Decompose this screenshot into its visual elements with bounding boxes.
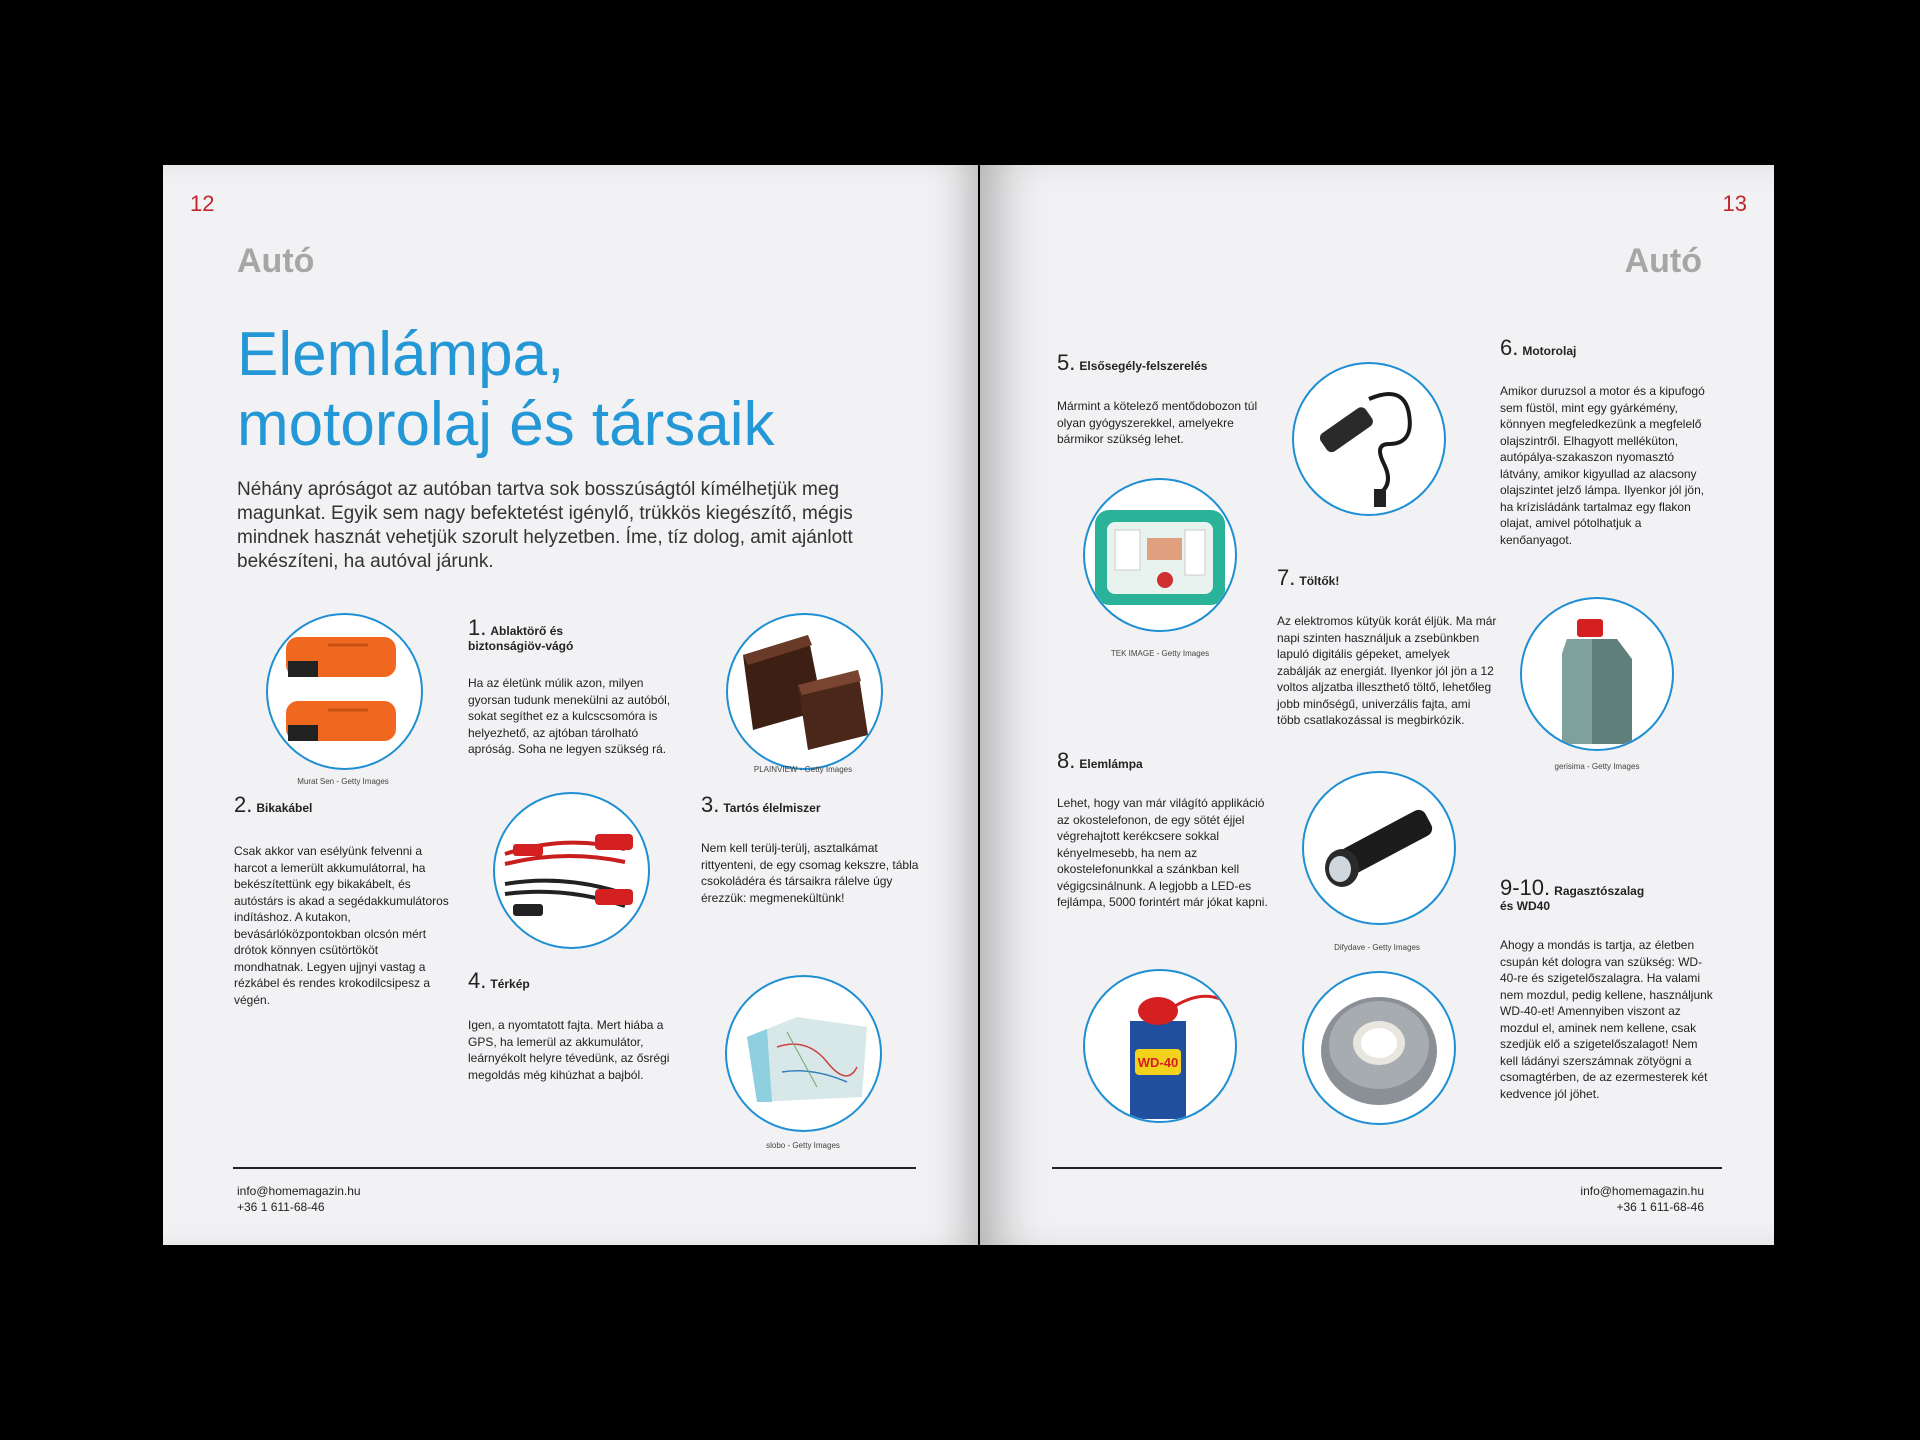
wd40-can-image (1083, 969, 1237, 1123)
image-credit-8: Difydave - Getty Images (1334, 943, 1420, 952)
footer-phone: +36 1 611-68-46 (237, 1200, 325, 1214)
first-aid-kit-image (1083, 478, 1237, 632)
item-8-title-text: Elemlámpa (1079, 757, 1143, 771)
item-3-number: 3. (701, 792, 720, 817)
footer-phone: +36 1 611-68-46 (1616, 1200, 1704, 1214)
page-number: 13 (1722, 191, 1747, 216)
item-7-title (1277, 565, 1340, 590)
item-8-number: 8. (1057, 748, 1076, 773)
item-7-text: Az elektromos kütyük korát éljük. Ma már napi szinten használjuk a zsebünkben lapuló digitális gépeket, amelyek zabálják az energiát. Ilyenkor jól jön a 12 voltos aljzatba illeszthető töltő, lehetőleg jobb minőségű, univerzális fajta, ami több csatlakozással is megbirkózik. (1277, 614, 1497, 727)
image-credit-1: Murat Sen - Getty Images (297, 777, 389, 786)
item-2-text: Csak akkor van esélyünk felvenni a harcot a lemerült akkumulátorral, ha bekészítettünk egy bikakábelt, és autóstárs is akad a segédakkumulátoros indításhoz. A kutakon, bevásárlóközpontokban olcsón mért drótok könnyen csütörtököt mondhatnak. Legyen ujjnyi vastag a rézkábel és rendes krokodilcsipesz a végén. (234, 844, 449, 1007)
item-1-title (468, 615, 574, 654)
item-3-title (701, 792, 821, 817)
item-9-10-title-line1: Ragasztószalag (1554, 884, 1645, 898)
flashlight-image (1302, 771, 1456, 925)
item-4-number: 4. (468, 968, 487, 993)
item-2-title-text: Bikakábel (256, 801, 313, 815)
item-4-title-text: Térkép (490, 977, 530, 991)
item-9-10-number: 9-10. (1500, 875, 1551, 900)
motor-oil-image (1520, 597, 1674, 751)
page-number: 12 (190, 191, 215, 216)
jumper-cable-image (493, 792, 650, 949)
image-credit-3: PLAINVIEW - Getty Images (753, 765, 853, 774)
item-9-10-title (1500, 875, 1645, 914)
item-9-10-title-line2: és WD40 (1500, 899, 1551, 913)
item-9-10-text: Ahogy a mondás is tartja, az életben csupán két dologra van szükség: WD-40-re és szigetelőszalagra. Ha valami nem mozdul, pedig kellene, használjunk WD-40-et! Amennyiben viszont az mozdul el, aminek nem kellene, csak szedjük elő a szigetelőszalagot! Nem kell ládányi szerszámnak zötyögni a csomagtérben, de az ezermesterek két kedvence jól jöhet. (1500, 938, 1713, 1101)
item-7-title-text: Töltők! (1299, 574, 1340, 588)
item-5-title (1057, 350, 1208, 375)
footer-email: info@homemagazin.hu (237, 1184, 361, 1198)
map-image (725, 975, 882, 1132)
chocolate-image (726, 613, 883, 770)
item-5-number: 5. (1057, 350, 1076, 375)
intro-paragraph: Néhány apróságot az autóban tartva sok bosszúságtól kímélhetjük meg magunkat. Egyik sem nagy befektetést igénylő, trükkös kiegészítő, mégis mindnek hasznát vehetjük szorult helyzetben. Íme, tíz dolog, amit ajánlott bekészíteni, ha autóval járunk. (237, 479, 853, 572)
item-6-title (1500, 335, 1577, 360)
item-1-number: 1. (468, 615, 487, 640)
item-1-title-line1: Ablaktörő és (490, 624, 564, 638)
item-8-title (1057, 748, 1143, 773)
item-6-title-text: Motorolaj (1522, 344, 1577, 358)
item-2-number: 2. (234, 792, 253, 817)
item-2-title (234, 792, 313, 817)
page-title-line1: Elemlámpa, (237, 320, 565, 389)
duct-tape-image (1302, 971, 1456, 1125)
right-page (980, 165, 1774, 1245)
footer-contact (1580, 1183, 1704, 1215)
item-3-title-text: Tartós élelmiszer (723, 801, 821, 815)
car-charger-image (1292, 362, 1446, 516)
footer-divider (1052, 1167, 1722, 1169)
item-7-number: 7. (1277, 565, 1296, 590)
item-8-text: Lehet, hogy van már világító applikáció az okostelefonon, de egy sötét éjjel végrehajtott kerékcsere sokkal kényelmesebb, ha nem az okostelefonunkkal a szánkban kell végigcsinálnunk. A legjobb a LED-es fejlámpa, 5000 forintért már jókat kapni. (1057, 796, 1268, 909)
window-breaker-image (266, 613, 423, 770)
item-5-title-text: Elsősegély-felszerelés (1079, 359, 1208, 373)
wd40-label: WD-40 (1137, 1055, 1179, 1070)
item-6-text: Amikor duruzsol a motor és a kipufogó sem füstöl, mint egy gyárkémény, könnyen megfeledkezünk a megfelelő olajszintről. Elhagyott melléküton, autópálya-szakaszon nyomasztó látvány, amikor kigyullad az alacsony olajszintet jelző lámpa. Ilyenkor jól jön, ha krízisládánk tartalmaz egy flakon olajat, amivel pótolhatjuk a kenőanyagot. (1500, 384, 1705, 547)
image-credit-6: gerisima - Getty Images (1554, 762, 1640, 771)
item-4-title (468, 968, 530, 993)
item-1-text: Ha az életünk múlik azon, milyen gyorsan tudunk menekülni az autóból, sokat segíthet ez a kulcscsomóra is helyezhető, az ajtóban tárolható apróság. Soha ne legyen szükség rá. (468, 676, 671, 756)
footer-contact (237, 1183, 361, 1215)
item-3-text: Nem kell terülj-terülj, asztalkámat rittyenteni, de egy csomag kekszre, tábla csokoládéra és társaikra rálelve úgy érezzük: megmenekültünk! (701, 841, 919, 905)
section-label: Autó (237, 242, 315, 280)
image-credit-5: TEK IMAGE - Getty Images (1110, 649, 1210, 658)
item-5-text: Mármint a kötelező mentődobozon túl olyan gyógyszerekkel, amelyekre bármikor szükség lehet. (1057, 399, 1258, 446)
item-1-title-line2: biztonságiöv-vágó (468, 639, 574, 653)
footer-email: info@homemagazin.hu (1580, 1184, 1704, 1198)
item-4-text: Igen, a nyomtatott fajta. Mert hiába a GPS, ha lemerül az akkumulátor, leárnyékolt helyre tévedünk, az ősrégi megoldás még kihúzhat a bajból. (468, 1018, 670, 1082)
page-title-line2: motorolaj és társaik (237, 390, 775, 459)
footer-divider (233, 1167, 916, 1169)
left-page (163, 165, 978, 1245)
section-label: Autó (1624, 242, 1702, 280)
item-6-number: 6. (1500, 335, 1519, 360)
image-credit-4: slobo - Getty Images (766, 1141, 840, 1150)
